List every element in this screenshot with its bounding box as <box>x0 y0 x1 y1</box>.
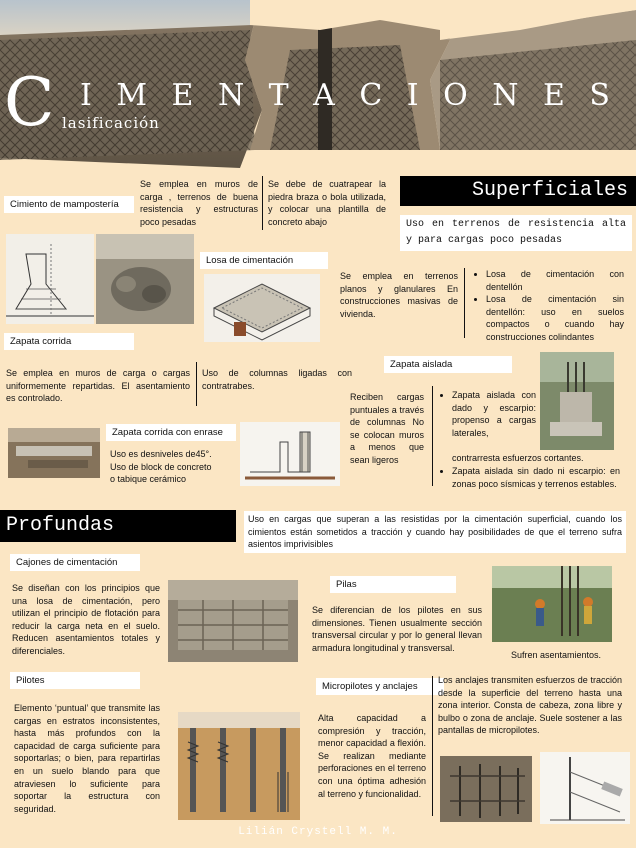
zapata-aislada-text: Reciben cargas puntuales a través de columnas No se colocan muros a menos que sean ligeros <box>350 392 424 465</box>
enrase-line: Uso de block de concreto <box>110 461 212 472</box>
cajones-text: Se diseñan con los principios que una losa de cimentación, pero utilizan el principio de flotación para reducir la carga neta en el suelo. Reducen asentamientos totales y diferenciales. <box>12 583 160 656</box>
title-initial: C <box>4 64 55 141</box>
title-letter: E <box>542 78 565 113</box>
divider <box>262 176 263 230</box>
title-letter: N <box>492 78 519 113</box>
enrase-line: o tabique cerámico <box>110 474 187 484</box>
zapata-aislada-bullet-2 <box>440 465 620 490</box>
title-letter: I <box>406 78 419 113</box>
pilas-label: Pilas <box>330 576 456 593</box>
zapata-aislada-bullet-1-line-3: contrarresta esfuerzos cortantes. <box>452 453 584 463</box>
title-letter: E <box>171 78 194 113</box>
title-letter: A <box>313 78 335 113</box>
title-letter: O <box>443 78 468 113</box>
zapata-aislada-bullet-1 <box>440 389 536 439</box>
losa-diagram <box>204 274 320 342</box>
losa-bullet: • Losa de cimentación sin dentellón: uso en suelos compactos o cuando hay construcciones colindantes <box>486 293 624 343</box>
divider <box>196 362 197 406</box>
title-letter: S <box>589 78 610 113</box>
author-credit: Lilián Crystell M. M. <box>238 826 398 838</box>
zapata-aislada-label: Zapata aislada <box>384 356 512 373</box>
title-letter: T <box>268 78 289 113</box>
zapata-aislada-bullet: • Zapata aislada sin dado ni escarpio: en zonas poco sísmicas y terrenos estables. <box>452 465 620 490</box>
enrase-label: Zapata corrida con enrase <box>106 424 236 441</box>
title-letter: N <box>217 78 245 113</box>
title-letter: I <box>80 78 92 113</box>
divider <box>432 676 433 816</box>
cajones-photo <box>168 580 298 662</box>
divider <box>432 386 433 486</box>
zapata-aislada-bullet-1-line-1: Zapata aislada con dado y escarpio: <box>452 390 536 413</box>
mamposteria-diagram <box>6 234 94 324</box>
micropilotes-label: Micropilotes y anclajes <box>316 678 444 695</box>
page-title <box>80 78 610 113</box>
zapata-corrida-label: Zapata corrida <box>4 333 134 350</box>
section-heading-profundas: Profundas <box>0 510 236 542</box>
enrase-photo <box>8 428 100 478</box>
losa-text: Se emplea en terrenos planos y glanulares En construcciones masivas de vivienda. <box>340 271 458 319</box>
enrase-text <box>110 448 240 486</box>
micropilotes-text: Alta capacidad a compresión y tracción, menor capacidad a flexión. Se realizan mediante perforaciones en el terreno con una óptima adhesión al terreno y funcionalidad. <box>318 713 426 799</box>
mamposteria-note: Se debe de cuatrapear la piedra braza o bola utilizada, y colocar una plantilla de concreto abajo <box>268 179 386 227</box>
pilas-caption: Sufren asentamientos. <box>510 650 602 660</box>
anclajes-text: Los anclajes transmiten esfuerzos de tracción desde la superficie del terreno hasta una zona interior. Consta de cabeza, zona libre y bulbo o zona de anclaje. Suele sostener a las pantallas de micropilotes. <box>438 675 622 736</box>
enrase-diagram <box>240 422 340 486</box>
pilas-text: Se diferencian de los pilotes en sus dimensiones. Tienen usualmente sección transversal circular y por lo general llevan armadura longitudinal y transversal. <box>312 605 482 653</box>
zapata-aislada-bullet-1-line-2: propenso a cargas laterales, <box>452 415 536 438</box>
zapata-corrida-note: Uso de columnas ligadas con contratrabes. <box>202 368 352 391</box>
pilas-photo <box>492 566 612 642</box>
section-heading-superficiales: Superficiales <box>400 176 636 206</box>
pilotes-text: Elemento ‘puntual’ que transmite las cargas en estratos inconsistentes, hasta más profundos con la capacidad de carga suficiente para soportarlas; o bien, para repartirlas en un suelo blando para que atraviesen lo suficiente para soportar la estructura con seguridad. <box>14 703 160 814</box>
superficiales-description: Uso en terrenos de resistencia alta y para cargas poco pesadas <box>400 215 632 251</box>
divider <box>464 268 465 338</box>
mamposteria-photo <box>96 234 194 324</box>
page-subtitle: lasificación <box>62 114 160 132</box>
title-letter: M <box>116 78 148 113</box>
cajones-label: Cajones de cimentación <box>10 554 140 571</box>
profundas-description: Uso en cargas que superan a las resistidas por la cimentación superficial, cuando los cimientos están sometidos a tracción y cuando hay posibilidades de que el terreno sufra asientos imprivisibles <box>244 511 626 553</box>
losa-label: Losa de cimentación <box>200 252 328 269</box>
mamposteria-text: Se emplea en muros de carga , terrenos de buena resistencia y estructuras poco pesadas <box>140 179 258 227</box>
zapata-corrida-text: Se emplea en muros de carga o cargas uniformemente repartidas. El asentamiento es controlado. <box>6 368 190 403</box>
pilotes-diagram <box>178 712 300 820</box>
losa-bullet: • Losa de cimentación con dentellón <box>486 268 624 293</box>
anclajes-diagram <box>540 752 630 824</box>
zapata-aislada-photo <box>540 352 614 450</box>
mamposteria-label: Cimiento de mampostería <box>4 196 134 213</box>
losa-bullets <box>474 268 624 343</box>
enrase-line: Uso es desniveles de45°. <box>110 449 212 459</box>
micropilotes-photo <box>440 756 532 822</box>
title-letter: C <box>359 78 383 113</box>
pilotes-label: Pilotes <box>10 672 140 689</box>
